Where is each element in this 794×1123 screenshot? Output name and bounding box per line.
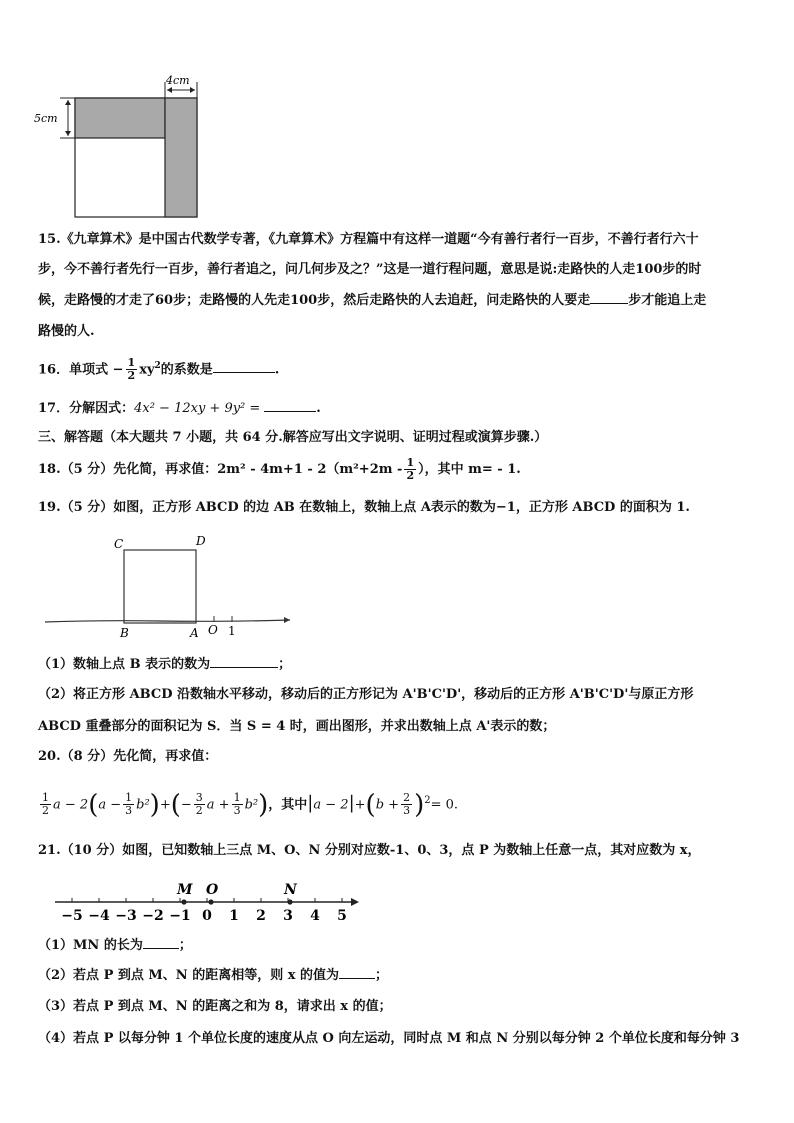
- q20-frac-2third: [401, 792, 412, 817]
- q20-frac-3half-num: 3: [195, 791, 203, 805]
- q19-part1: [38, 655, 758, 674]
- label-D: D: [196, 534, 206, 548]
- section-heading: 三、解答题（本大题共 7 小题，共 64 分.解答应写出文字说明、证明过程或演算步骤.）: [38, 430, 548, 445]
- number-line-figure: [50, 878, 370, 926]
- axis-tick-label: −3: [115, 908, 137, 924]
- q20-frac-half: [40, 792, 51, 817]
- width-label: 4cm: [166, 74, 190, 87]
- label-A: A: [190, 626, 199, 640]
- square-numberline-figure: [40, 530, 300, 645]
- q20-term1: a − 2: [53, 797, 89, 813]
- q20-frac-third-num: 1: [125, 791, 133, 805]
- q16-prefix: 16．单项式: [38, 362, 113, 378]
- q15-line2: 步，今不善行者先行一百步，善行者追之，问几何步及之？”这是一道行程问题，意思是说:走路快的人走100步的时: [38, 262, 702, 277]
- q16-answer-blank[interactable]: [213, 360, 275, 373]
- q20-term3: b²: [136, 797, 150, 813]
- point-M: [181, 899, 186, 904]
- label-1: 1: [228, 624, 236, 638]
- q20-abs-open: |: [307, 792, 314, 814]
- q20-frac-third-den: 3: [125, 804, 133, 818]
- q18-den: 2: [406, 469, 415, 482]
- q20-paren-close1: ): [149, 789, 160, 820]
- q17-end: .: [316, 401, 321, 416]
- q15-line3: [38, 291, 758, 310]
- q20-square: 2: [424, 795, 431, 806]
- q20-frac-half-den: 2: [42, 804, 49, 818]
- q20-frac-3half-den: 2: [195, 804, 203, 818]
- point-N: [287, 899, 292, 904]
- axis-tick-label: −2: [142, 908, 164, 924]
- q19-part1-end: ；: [278, 657, 292, 672]
- q20-frac-third2: [232, 792, 243, 817]
- q20-stem: 20.（8 分）先化简，再求值：: [38, 749, 218, 764]
- height-label: 5cm: [34, 112, 58, 125]
- label-N: N: [284, 882, 297, 898]
- q21-part2-end: ；: [375, 968, 389, 983]
- q15-answer-blank[interactable]: [590, 291, 628, 304]
- label-O2: O: [206, 882, 219, 898]
- q15-line4: 路慢的人.: [38, 324, 95, 339]
- q16-den: 2: [127, 369, 136, 383]
- axis-tick-label: −4: [88, 908, 110, 924]
- q19-part2-line2: ABCD 重叠部分的面积记为 S．当 S = 4 时，画出图形，并求出数轴上点 A'表示的数；: [38, 719, 556, 734]
- q20-cond-end: = 0.: [430, 797, 459, 813]
- q20-frac-third2-num: 1: [233, 791, 241, 805]
- q18-text: 18.（5 分）先化简，再求值：2m² - 4m+1 - 2（m²+2m -: [38, 462, 403, 477]
- label-M: M: [177, 882, 193, 898]
- axis-tick-label: 1: [229, 908, 239, 924]
- q20-paren-close2: ): [258, 789, 269, 820]
- q20-abs-close: |: [348, 792, 355, 814]
- axis-tick-label: 5: [337, 908, 347, 924]
- q20-term2: a −: [98, 797, 122, 813]
- label-O: O: [208, 623, 218, 637]
- q16-fraction: [126, 357, 138, 382]
- axis-tick-label: 4: [310, 908, 320, 924]
- q20-frac-3half: [194, 792, 205, 817]
- q20-paren-open3: (: [365, 789, 376, 820]
- q15-line3-text: 候，走路慢的才走了60步；走路慢的人先走100步，然后走路快的人去追赶，问走路快的人要走: [38, 293, 591, 308]
- q15-line3-end: 步才能追上走: [628, 293, 707, 308]
- q16-num: 1: [127, 356, 136, 370]
- q20-minus: −: [180, 797, 192, 813]
- q20-paren-open2: (: [170, 789, 181, 820]
- q20-cond2: b +: [375, 797, 400, 813]
- q17-answer-blank[interactable]: [264, 399, 316, 412]
- q21-part3: （3）若点 P 到点 M、N 的距离之和为 8，请求出 x 的值；: [38, 999, 392, 1014]
- q21-part1-blank[interactable]: [143, 936, 179, 949]
- q19-stem: 19.（5 分）如图，正方形 ABCD 的边 AB 在数轴上，数轴上点 A表示的数为−1，正方形 ABCD 的面积为 1.: [38, 500, 690, 515]
- q16-var: xy: [139, 362, 155, 378]
- q20-term5: a +: [206, 797, 230, 813]
- q21-part1: [38, 936, 758, 955]
- label-C: C: [114, 537, 124, 551]
- q21-part1-text: （1）MN 的长为: [38, 938, 143, 953]
- q18-fraction: [404, 457, 416, 482]
- q17-prefix: 17．分解因式：: [38, 401, 135, 416]
- q19-part2-line1: （2）将正方形 ABCD 沿数轴水平移动，移动后的正方形记为 A'B'C'D'，移动后的正方形 A'B'C'D'与原正方形: [38, 687, 694, 702]
- axis-tick-label: 3: [283, 908, 293, 924]
- axis-tick-label: −1: [169, 908, 191, 924]
- q21-part2-blank[interactable]: [339, 966, 375, 979]
- q20-frac-half-num: 1: [42, 791, 49, 805]
- q21-part2: [38, 966, 758, 985]
- q21-part4: （4）若点 P 以每分钟 1 个单位长度的速度从点 O 向左运动，同时点 M 和点 N 分别以每分钟 2 个单位长度和每分钟 3: [38, 1031, 740, 1046]
- q18-num: 1: [406, 456, 415, 469]
- q20-expression: [38, 784, 758, 824]
- q16-minus: −: [112, 362, 124, 378]
- q18: [38, 457, 758, 482]
- q21-part1-end: ；: [178, 938, 192, 953]
- q20-frac-third2-den: 3: [233, 804, 241, 818]
- label-B: B: [120, 626, 129, 640]
- q19-part1-blank[interactable]: [210, 655, 278, 668]
- point-O: [208, 899, 213, 904]
- rectangle-figure: [30, 70, 210, 225]
- q16-sup: 2: [154, 361, 161, 371]
- q18-text-end: ），其中 m= - 1.: [418, 462, 521, 477]
- q21-part2-text: （2）若点 P 到点 M、N 的距离相等，则 x 的值为: [38, 968, 339, 983]
- q20-cond-prefix: ，其中: [268, 797, 308, 813]
- axis-tick-label: 0: [202, 908, 212, 924]
- q20-paren-open1: (: [88, 789, 99, 820]
- q20-plus: +: [159, 797, 171, 813]
- axis-tick-label: −5: [61, 908, 83, 924]
- q17-expr: 4x² − 12xy + 9y² =: [134, 401, 261, 416]
- q20-frac-2third-den: 3: [403, 804, 411, 818]
- q20-cond-plus: +: [354, 797, 366, 813]
- q15-line1: 15.《九章算术》是中国古代数学专著，《九章算术》方程篇中有这样一道题“今有善行者行一百步，不善行者行六十: [38, 232, 699, 247]
- q20-paren-close3: ): [414, 789, 425, 820]
- q20-frac-third: [123, 792, 134, 817]
- q20-cond1: a − 2: [313, 797, 349, 813]
- q17: [38, 399, 758, 418]
- axis-tick-label: 2: [256, 908, 266, 924]
- q16: [38, 357, 758, 382]
- q20-frac-2third-num: 2: [403, 791, 411, 805]
- q20-term6: b²: [244, 797, 259, 813]
- q16-suffix: 的系数是: [160, 362, 213, 378]
- q16-end: .: [274, 362, 280, 378]
- q19-part1-text: （1）数轴上点 B 表示的数为: [38, 657, 211, 672]
- q21-stem: 21.（10 分）如图，已知数轴上三点 M、O、N 分别对应数-1、0、3，点 P 为数轴上任意一点，其对应数为 x，: [38, 843, 701, 858]
